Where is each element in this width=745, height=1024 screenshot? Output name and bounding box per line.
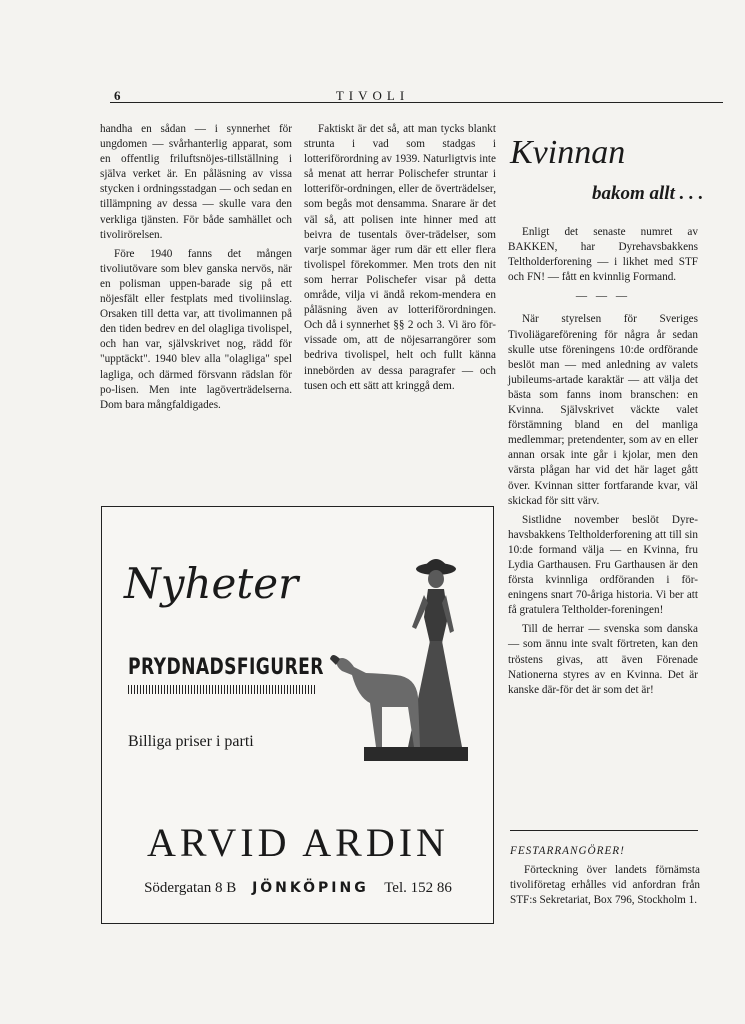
- article-paragraph: Sistlidne november beslöt Dyre-havsbakkens Teltholderforening att till sin 10:de formand välja — en Kvinna, fru Lydia Garthausen. Fru Garthausen är den första kvinnliga ordföranden i för-eningens snart 70-åriga historia. Vi ber att få gratulera Teltholder-foreningen!: [508, 513, 698, 617]
- article-paragraph: Till de herrar — svenska som danska — som ännu inte svalt förtreten, kan den tröstens givas, att även Förenade Nationerna styres av en Kvinna. Det är kanske där-för det är som det är!: [508, 623, 698, 696]
- ad-script-heading: Nyheter: [124, 559, 299, 608]
- ad-decorative-bar: [128, 685, 316, 694]
- ad-company-name: ARVID ARDIN: [147, 820, 449, 865]
- column-1-paragraph: Före 1940 fanns det mången tivoliutövare som blev ganska nervös, när en polisman uppen-barade sig på ett nöjesfält eller festplats med tivoliinslag. Orsaken till detta var, att tivolimannen på den tiden bedrev en del olagliga tivolispel, och han var, självskrivet nog, rädd för "upptäckt". 1940 blev alla "olagliga" spel lagliga, och därmed försvann rädslan för po-lisen. Men inte lagöverträdelserna. Dom bara mångfaldigades.: [100, 247, 292, 411]
- article-intro: Enligt det senaste numret av BAKKEN, har Dyrehavsbakkens Teltholderforening — i likhet med STF och FN! — fått en kvinnlig Formand.: [508, 226, 698, 284]
- header-rule: [110, 102, 723, 103]
- lady-with-borzoi-figurine-icon: [324, 547, 474, 767]
- ad-city: JÖNKÖPING: [252, 880, 369, 896]
- column-2: [304, 122, 496, 398]
- notice-text: Förteckning över landets förnämsta tivoliföretag erhålles vid anfordran från STF:s Sekretariat, Box 796, Stockholm 1.: [510, 864, 700, 907]
- notice-heading: FESTARRANGÖRER!: [510, 845, 625, 857]
- article-divider: — — —: [575, 290, 631, 303]
- article-title: Kvinnan: [510, 134, 626, 171]
- ad-street: Södergatan 8 B: [144, 880, 237, 896]
- column-3: [508, 225, 698, 702]
- column-1: [100, 122, 292, 417]
- notice: [510, 844, 700, 908]
- ad-category: PRYDNADSFIGURER: [128, 655, 324, 680]
- running-title: TIVOLI: [335, 88, 410, 103]
- notice-rule: [510, 830, 698, 831]
- article-paragraph: När styrelsen för Sveriges Tivoliägareförening för några år sedan skulle utse föreningens 10:de ordförande beslöt man — med anledning av valets jubileums-artade karaktär — att välja det bästa som fanns inom branschen: en Kvinna. Självskrivet väckte valet förstämning bland en del manliga medlemmar; pretendenter, som av en eller annan orsak inte går i kjolar, men den värsta plågan har vid det här laget gått över. Kvinnan sitter fortfarande kvar, väl skickad för sitt värv.: [508, 313, 698, 507]
- advertisement: [101, 506, 494, 924]
- column-2-paragraph: Faktiskt är det så, att man tycks blankt strunta i vad som stadgas i lotteriförordning av 1939. Naturligtvis inte så menat att herrar Polischefer struntar i lotteriför-ordningen, eller de överträdelser, som begås mot densamma. Snarare är det väl så, att polisen inte hinner med att beivra de tusentals över-trädelser, som varje sommar äger rum där ett eller flera tivolispel förekommer. Men trots den nit som herrar Polischefer visar på detta område, vilja vi ändå rekom-mendera en påläsning även av lotteriförordningen. Och då i synnerhet §§ 2 och 3. Vi äro för-vissade om, att de nöjesarrangörer som bedriva tivolispel, helt och fullt känna innebörden av dessa paragrafer — och tusen och ett sätt att kringgå dem.: [304, 123, 496, 392]
- article-subtitle: bakom allt . . .: [592, 183, 704, 204]
- ad-price-line: Billiga priser i parti: [128, 733, 254, 750]
- column-1-paragraph: handha en sådan — i synnerhet för ungdomen — svårhanterlig apparat, som en offentlig friluftsnöjes-tillställning i själva verket är. En påläsning av vissa stycken i ordningsstadgan — och sedan en tillämpning av dessa — skulle vara den verkliga tjänsten. För både samhället och tivolirörelsen.: [100, 123, 292, 241]
- ad-phone: Tel. 152 86: [384, 880, 452, 896]
- page-number: 6: [114, 88, 121, 103]
- ad-address-line: [128, 880, 468, 897]
